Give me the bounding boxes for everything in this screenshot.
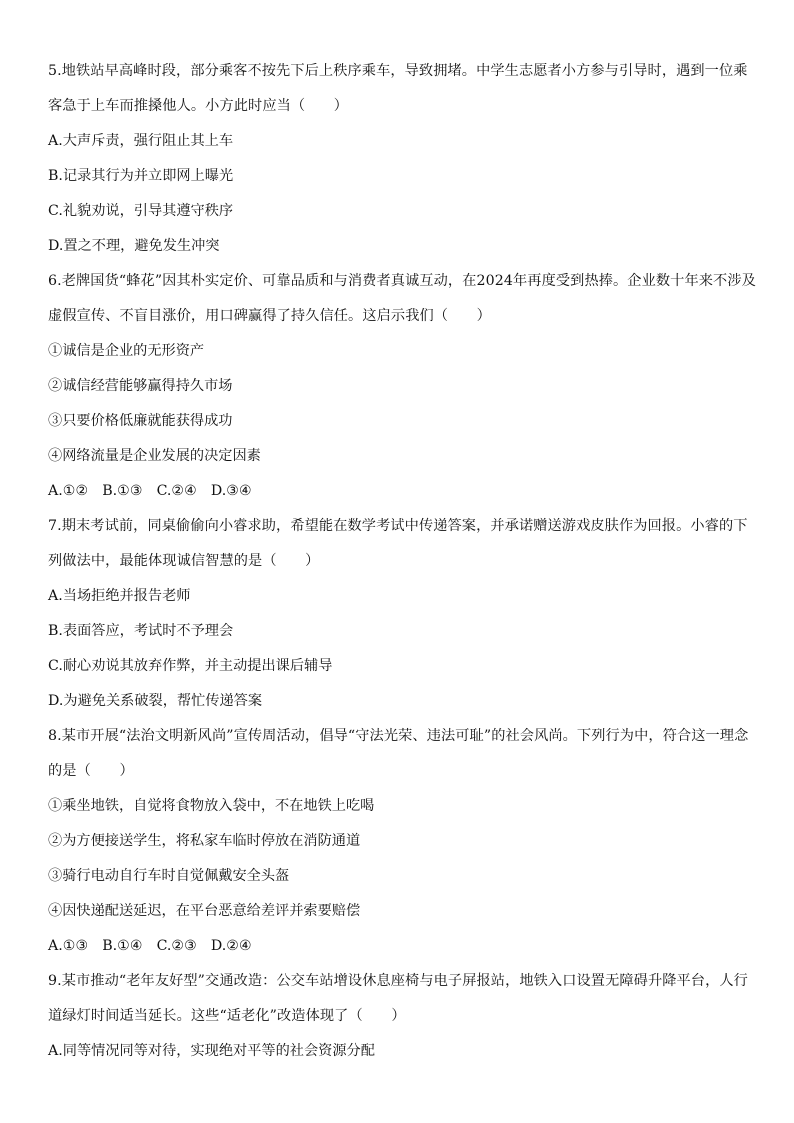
question-9 [48,964,760,1069]
question-5 [48,54,760,264]
question-stem: 5.地铁站早高峰时段，部分乘客不按先下后上秩序乘车，导致拥堵。中学生志愿者小方参与引导时，遇到一位乘客急于上车而推搡他人。小方此时应当（ ） [48,63,748,114]
statement-4: ④网络流量是企业发展的决定因素 [48,448,261,464]
combo-a: A.①② [48,483,89,499]
option-d: D.置之不理，避免发生冲突 [48,238,220,254]
option-a: A.同等情况同等对待，实现绝对平等的社会资源分配 [48,1043,375,1059]
statement-3: ③只要价格低廉就能获得成功 [48,413,233,429]
combo-c: C.②③ [156,938,197,954]
statement-4: ④因快递配送延迟，在平台恶意给差评并索要赔偿 [48,903,361,919]
combo-b: B.①③ [102,483,143,499]
option-b: B.记录其行为并立即网上曝光 [48,168,234,184]
statement-2: ②为方便接送学生，将私家车临时停放在消防通道 [48,833,361,849]
exam-page [48,54,760,1069]
question-8 [48,719,760,964]
combo-c: C.②④ [156,483,197,499]
question-stem: 8.某市开展“法治文明新风尚”宣传周活动，倡导“守法光荣、违法可耻”的社会风尚。下列行为中，符合这一理念的是（ ） [48,728,749,779]
option-b: B.表面答应，考试时不予理会 [48,623,234,639]
statement-2: ②诚信经营能够赢得持久市场 [48,378,233,394]
combo-options [48,474,760,509]
question-6 [48,264,760,509]
statement-1: ①乘坐地铁，自觉将食物放入袋中，不在地铁上吃喝 [48,798,375,814]
question-stem: 9.某市推动“老年友好型”交通改造：公交车站增设休息座椅与电子屏报站，地铁入口设置无障碍升降平台，人行道绿灯时间适当延长。这些“适老化”改造体现了（ ） [48,973,748,1024]
option-c: C.礼貌劝说，引导其遵守秩序 [48,203,234,219]
combo-options [48,929,760,964]
option-c: C.耐心劝说其放弃作弊，并主动提出课后辅导 [48,658,333,674]
question-stem: 6.老牌国货“蜂花”因其朴实定价、可靠品质和与消费者真诚互动，在2024年再度受到热捧。企业数十年来不涉及虚假宣传、不盲目涨价，用口碑赢得了持久信任。这启示我们（ ） [48,273,756,324]
statement-1: ①诚信是企业的无形资产 [48,343,205,359]
option-a: A.大声斥责，强行阻止其上车 [48,133,234,149]
combo-d: D.③④ [210,483,252,499]
question-7 [48,509,760,719]
combo-a: A.①③ [48,938,89,954]
question-stem: 7.期末考试前，同桌偷偷向小睿求助，希望能在数学考试中传递答案，并承诺赠送游戏皮肤作为回报。小睿的下列做法中，最能体现诚信智慧的是（ ） [48,518,748,569]
option-d: D.为避免关系破裂，帮忙传递答案 [48,693,263,709]
combo-b: B.①④ [102,938,143,954]
statement-3: ③骑行电动自行车时自觉佩戴安全头盔 [48,868,290,884]
option-a: A.当场拒绝并报告老师 [48,588,191,604]
combo-d: D.②④ [210,938,252,954]
